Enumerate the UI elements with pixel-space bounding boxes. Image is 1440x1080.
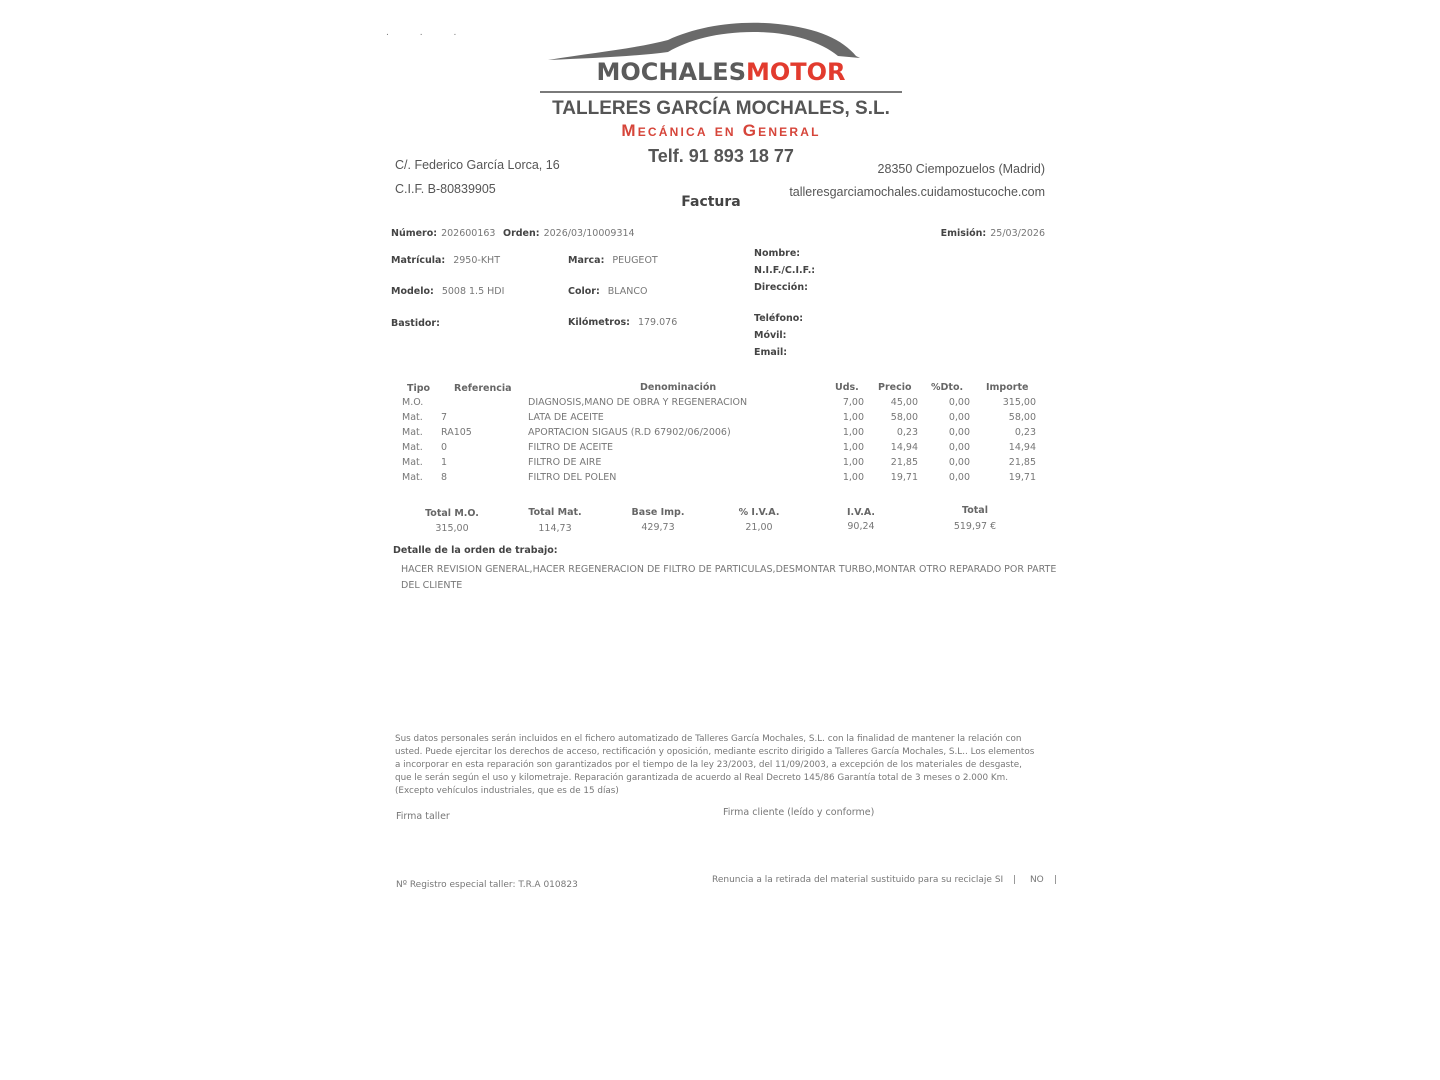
signature-client: Firma cliente (leído y conforme) [723,807,875,818]
legal-line: Sus datos personales serán incluidos en el fichero automatizado de Talleres García Mochales, S.L. con la finalidad de mantener la relación con [395,734,1022,744]
work-order-text-2: DEL CLIENTE [401,580,463,591]
cell-ref: RA105 [441,427,472,438]
cell-uds: 1,00 [842,427,864,438]
base-label: Base Imp. [631,507,685,518]
cell-desc: DIAGNOSIS,MANO DE OBRA Y REGENERACION [528,397,748,408]
col-referencia: Referencia [454,383,512,394]
cell-uds: 1,00 [842,412,864,423]
brand-logo-text [540,58,902,86]
total-value: 519,97 € [953,521,997,532]
numero-value: 202600163 [441,228,496,239]
legal-notice [395,733,1050,798]
cell-desc: APORTACION SIGAUS (R.D 67902/06/2006) [528,427,731,438]
matricula-label: Matrícula: [391,255,446,266]
cell-dto: 0,00 [948,457,970,468]
cell-precio: 14,94 [890,442,918,453]
client-mobile-label: Móvil: [754,330,787,341]
km-value: 179.076 [637,317,678,328]
client-name-label: Nombre: [754,248,801,259]
company-web: talleresgarciamochales.cuidamostucoche.com [789,185,1045,199]
checkbox-no[interactable] [1055,875,1060,884]
cell-dto: 0,00 [948,472,970,483]
iva-value: 90,24 [847,521,875,532]
order-number [503,221,635,240]
cell-precio: 58,00 [890,412,918,423]
km-label: Kilómetros: [568,317,630,328]
checkbox-si[interactable] [1014,875,1019,884]
vehicle-km [568,310,677,329]
bastidor-label: Bastidor: [391,318,440,329]
emision-value: 25/03/2026 [990,228,1045,239]
work-order-text-1: HACER REVISION GENERAL,HACER REGENERACION DE FILTRO DE PARTICULAS,DESMONTAR TURBO,MONTAR OTRO REPARADO POR PARTE [401,564,1057,575]
vehicle-model [391,279,504,298]
legal-line: que le serán según el uso y kilometraje. Reparación garantizada de acuerdo al Real Decreto 145/86 Garantía total de 3 meses o 2.000 Km. [395,773,1009,783]
legal-line: a incorporar en esta reparación son garantizados por el tiempo de la ley 23/2003, del 11/09/2003, a excepción de los materiales de desgaste, [395,760,1022,770]
legal-line: (Excepto vehículos industriales, que es de 15 días) [395,786,619,796]
cell-desc: FILTRO DE ACEITE [528,442,614,453]
col-importe: Importe [986,382,1029,393]
marca-value: PEUGEOT [612,255,658,266]
cell-tipo: Mat. [402,457,423,468]
registry-number: Nº Registro especial taller: T.R.A 010823 [396,880,578,890]
cell-desc: FILTRO DEL POLEN [528,472,617,483]
pct-iva-value: 21,00 [745,522,773,533]
logo-underline [540,91,902,93]
recycling-waiver-text: Renuncia a la retirada del material sustituido para su reciclaje SI [712,875,1004,885]
company-phone: Telf. 91 893 18 77 [648,146,794,166]
orden-value: 2026/03/10009314 [543,228,635,239]
recycling-waiver [712,875,1060,885]
issue-date [860,221,1045,240]
cell-importe: 19,71 [1008,472,1036,483]
cell-precio: 21,85 [890,457,918,468]
client-phone-label: Teléfono: [754,313,804,324]
scan-marks: . . . [386,28,471,38]
color-value: BLANCO [607,286,648,297]
company-cif: C.I.F. B-80839905 [395,182,496,196]
base-value: 429,73 [641,522,675,533]
total-label: Total [962,505,988,516]
client-address-label: Dirección: [754,282,808,293]
cell-ref: 1 [441,457,448,468]
orden-label: Orden: [503,228,540,239]
col-denominacion: Denominación [640,382,717,393]
pct-iva-label: % I.V.A. [738,507,780,518]
cell-importe: 58,00 [1008,412,1036,423]
col-precio: Precio [878,382,912,393]
iva-label: I.V.A. [846,507,876,518]
col-uds: Uds. [835,382,859,393]
total-mo-value: 315,00 [435,523,469,534]
matricula-value: 2950-KHT [453,255,500,266]
modelo-value: 5008 1.5 HDI [441,286,505,297]
invoice-number [391,221,495,240]
document-title: Factura [681,194,741,210]
marca-label: Marca: [568,255,605,266]
col-tipo: Tipo [407,383,431,394]
company-tagline: Mecánica en General [621,121,821,140]
numero-label: Número: [391,228,438,239]
total-mat-value: 114,73 [538,523,572,534]
brand-part-2: MOTOR [745,58,846,86]
client-nif-label: N.I.F./C.I.F.: [754,265,816,276]
vehicle-color [568,279,648,298]
cell-tipo: Mat. [402,472,423,483]
legal-line: usted. Puede ejercitar los derechos de acceso, rectificación y oposición, mediante escrito dirigido a Talleres García Mochales, S.L.. Los elementos [395,747,1035,757]
cell-importe: 0,23 [1014,427,1036,438]
cell-dto: 0,00 [948,427,970,438]
brand-part-1: MOCHALES [596,58,746,86]
cell-importe: 21,85 [1008,457,1036,468]
vehicle-make [568,248,658,267]
cell-ref: 0 [441,442,448,453]
color-label: Color: [568,286,600,297]
cell-tipo: Mat. [402,442,423,453]
emision-label: Emisión: [940,228,987,239]
cell-tipo: Mat. [402,427,423,438]
cell-ref: 7 [441,412,448,423]
total-mat-label: Total Mat. [528,507,582,518]
company-address: C/. Federico García Lorca, 16 [395,158,560,172]
cell-dto: 0,00 [948,412,970,423]
company-city: 28350 Ciempozuelos (Madrid) [877,162,1045,176]
cell-uds: 1,00 [842,457,864,468]
cell-uds: 1,00 [842,472,864,483]
cell-importe: 14,94 [1008,442,1036,453]
cell-importe: 315,00 [1002,397,1036,408]
col-dto: %Dto. [931,382,964,393]
cell-tipo: Mat. [402,412,423,423]
cell-desc: FILTRO DE AIRE [528,457,602,468]
cell-uds: 7,00 [842,397,864,408]
cell-precio: 45,00 [890,397,918,408]
cell-ref: 8 [441,472,448,483]
cell-desc: LATA DE ACEITE [528,412,604,423]
signature-workshop: Firma taller [396,811,450,822]
cell-uds: 1,00 [842,442,864,453]
cell-tipo: M.O. [402,397,424,408]
modelo-label: Modelo: [391,286,434,297]
cell-precio: 0,23 [896,427,918,438]
cell-precio: 19,71 [890,472,918,483]
recycling-no-text: NO [1029,875,1044,885]
vehicle-plate [391,248,500,267]
client-email-label: Email: [754,347,788,358]
work-order-label: Detalle de la orden de trabajo: [393,545,558,556]
vehicle-vin [391,311,440,330]
cell-dto: 0,00 [948,397,970,408]
total-mo-label: Total M.O. [425,508,479,519]
company-name: TALLERES GARCÍA MOCHALES, S.L. [552,98,890,119]
cell-dto: 0,00 [948,442,970,453]
